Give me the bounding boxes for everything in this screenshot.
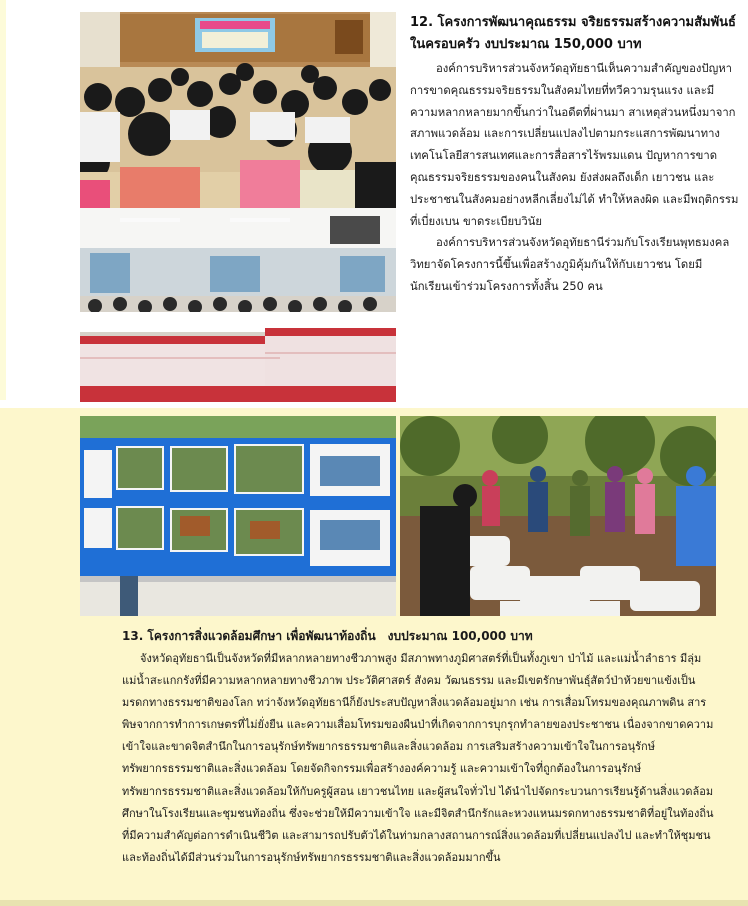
photo-sandbag-activity [400, 416, 716, 616]
section-13-paragraph: จังหวัดอุทัยธานีเป็นจังหวัดที่มีหลากหลายทางชีวภาพสูง มีสภาพทางภูมิศาสตร์ที่เป็นทั้งภูเขา ป่าไม้ และแม่น้ำลำธาร มีลุ่มแม่น้ำสะแกกรังที่มีความหลากหลายทางชีวภาพ ประวัติศาสตร์ สังคม วัฒนธรรม และมีเขตรักษาพันธุ์สัตว์ป่าห้วยขาแข้งเป็นมรดกทางธรรมชาติของโลก ทว่าจังหวัดอุทัยธานีก็ยังประสบปัญหาสิ่งแวดล้อมอยู่มาก เช่น การเสื่อมโทรมของคุณภาพดิน สารพิษจากการทำการเกษตรที่ไม่ยั่งยืน และความเสื่อมโทรมของผืนป่าที่เกิดจากการบุกรุกทำลายของประชาชน เนื่องจากขาดความเข้าใจและขาดจิตสำนึกในการอนุรักษ์ทรัพยากรธรรมชาติและสิ่งแวดล้อม การเสริมสร้างความเข้าใจในการอนุรักษ์ทรัพยากรธรรมชาติและสิ่งแวดล้อม โดยจัดกิจกรรมเพื่อสร้างองค์ความรู้ และความเข้าใจที่ถูกต้องในการอนุรักษ์ทรัพยากรธรรมชาติและสิ่งแวดล้อมให้กับครูผู้สอน เยาวชนไทย และผู้สนใจทั่วไป ได้นำไปจัดกระบวนการเรียนรู้ด้านสิ่งแวดล้อมศึกษาในโรงเรียนและชุมชนท้องถิ่น ซึ่งจะช่วยให้มีความเข้าใจ และมีจิตสำนึกรักและหวงแหนมรดกทางธรรมชาติที่อยู่ในท้องถิ่นที่มีความสำคัญต่อการดำเนินชีวิต และสามารถปรับตัวได้ในท่ามกลางสถานการณ์สิ่งแวดล้อมที่เปลี่ยนแปลงไป และทำให้ชุมชนและท้องถิ่นได้มีส่วนร่วมในการอนุรักษ์ทรัพยากรธรรมชาติและสิ่งแวดล้อมมากขึ้น [122, 652, 714, 864]
section-12-title-line1: 12. โครงการพัฒนาคุณธรรม จริยธรรมสร้างความสัมพันธ์ [410, 15, 736, 30]
photo-exhibition-board [80, 416, 396, 616]
section-13-title [122, 626, 722, 646]
photo-students-tables [80, 208, 396, 402]
section-12-body [410, 58, 740, 298]
section-13-title-name: 13. โครงการสิ่งแวดล้อมศึกษา เพื่อพัฒนาท้องถิ่น [122, 629, 376, 643]
section-12-title [410, 12, 740, 56]
page-margin-strip [0, 0, 6, 400]
section-12-paragraph-1: องค์การบริหารส่วนจังหวัดอุทัยธานีเห็นความสำคัญของปัญหาการขาดคุณธรรมจริยธรรมในสังคมไทยที่ทวีความรุนแรง และมีความหลากหลายมากขึ้นกว่าในอดีตที่ผ่านมา สาเหตุส่วนหนึ่งมาจากสภาพแวดล้อม และการเปลี่ยนแปลงไปตามกระแสการพัฒนาทางเทคโนโลยีสารสนเทศและการสื่อสารไร้พรมแดน ปัญหาการขาดคุณธรรมจริยธรรมของคนในสังคม ยังส่งผลถึงเด็ก เยาวชน และประชาชนในสังคมอย่างหลีกเลี่ยงไม่ได้ ทำให้หลงผิด และมีพฤติกรรมที่เบี่ยงเบน ขาดระเบียบวินัย [410, 62, 739, 228]
section-12-paragraph-2: องค์การบริหารส่วนจังหวัดอุทัยธานีร่วมกับโรงเรียนพุทธมงคลวิทยาจัดโครงการนี้ขึ้นเพื่อสร้างภูมิคุ้มกันให้กับเยาวชน โดยมีนักเรียนเข้าร่วมโครงการทั้งสิ้น 250 คน [410, 236, 730, 293]
section-12-title-line2: ในครอบครัว งบประมาณ 150,000 บาท [410, 37, 642, 52]
section-13-title-budget: งบประมาณ 100,000 บาท [387, 629, 533, 643]
page-bottom-band [0, 900, 748, 906]
photo-assembly-hall [80, 12, 396, 208]
